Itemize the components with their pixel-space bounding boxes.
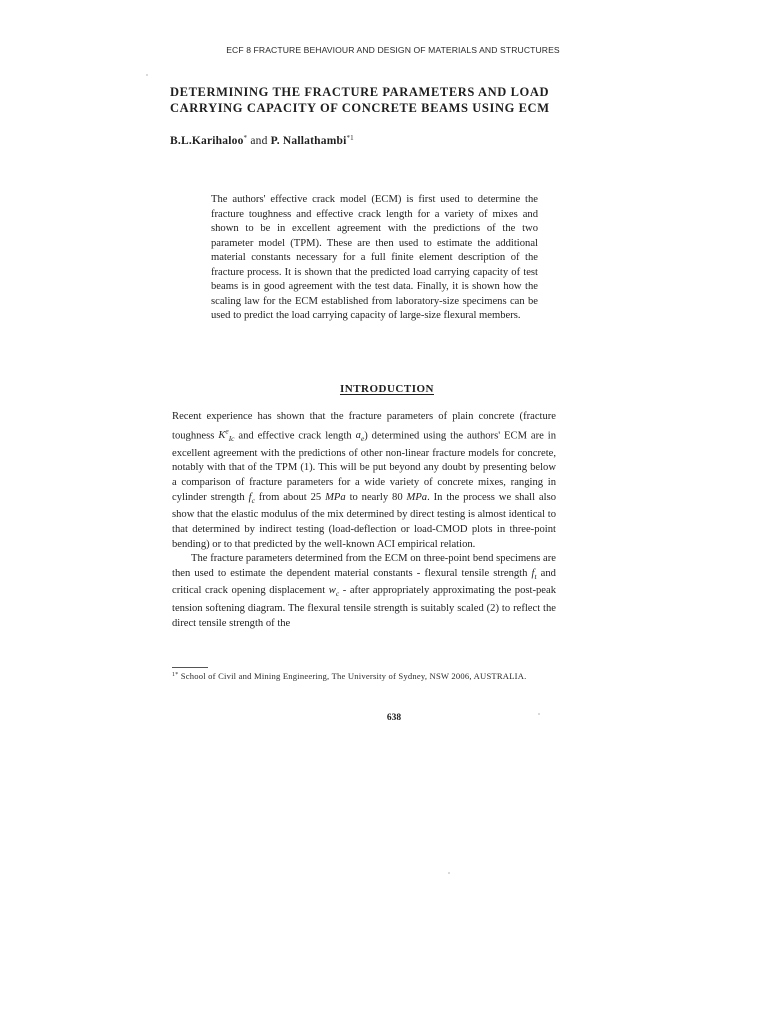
author-1-name: B.L.Karihaloo bbox=[170, 135, 244, 147]
k-subscript: Ic bbox=[228, 434, 235, 444]
author-2-name: P. Nallathambi bbox=[270, 135, 347, 147]
author-2-mark: *1 bbox=[346, 134, 354, 142]
running-header: ECF 8 FRACTURE BEHAVIOUR AND DESIGN OF MATERIALS AND STRUCTURES bbox=[226, 45, 560, 55]
crack-opening-symbol bbox=[328, 585, 340, 599]
crack-length-symbol bbox=[355, 430, 365, 444]
paragraph-2-text-b: and critical crack opening displacement bbox=[172, 567, 556, 597]
section-heading bbox=[0, 383, 768, 395]
ft-symbol: f bbox=[531, 567, 535, 579]
ft-subscript: t bbox=[534, 571, 537, 581]
fracture-toughness-symbol bbox=[218, 426, 235, 444]
paragraph-1-text-d: from about 25 bbox=[254, 491, 326, 503]
w-symbol: w bbox=[328, 585, 336, 597]
paragraph-2 bbox=[172, 552, 556, 631]
body-text bbox=[172, 410, 556, 631]
unit-mpa-2: MPa bbox=[406, 491, 428, 503]
paragraph-1-text-e: to nearly 80 bbox=[345, 491, 407, 503]
footnote-text: School of Civil and Mining Engineering, The University of Sydney, NSW 2006, AUSTRALIA. bbox=[178, 671, 527, 681]
scan-speck bbox=[448, 872, 450, 874]
paragraph-1-text-g: . In the process we shall also show that the elastic modulus of the mix determined by direct testing is almost identical to that determined by indirect testing (load-deflection or load-CMOD plots in three-point bending) or to that predicted by the well-known ACI empirical relation. bbox=[172, 491, 556, 550]
a-symbol: a bbox=[355, 430, 361, 442]
section-heading-text: INTRODUCTION bbox=[339, 383, 434, 395]
paragraph-2-text-c: - after appropriately approximating the post-peak tension softening diagram. The flexural tensile strength is suitably scaled (2) to reflect the direct tensile strength of the bbox=[172, 585, 556, 629]
paragraph-1-text-b: and effective crack length bbox=[234, 430, 356, 442]
f-subscript: c bbox=[251, 495, 255, 505]
footnote-rule bbox=[172, 667, 208, 668]
footnote-mark: 1* bbox=[172, 672, 179, 678]
abstract: The authors' effective crack model (ECM) is first used to determine the fracture toughness and effective crack length for a variety of mixes and shown to be in excellent agreement with the predictions of the two parameter model (TPM). These are then used to estimate the additional material constants necessary for a full finite element description of the fracture process. It is shown that the predicted load carrying capacity of test beams is in good agreement with the test data. Finally, it is shown how the scaling law for the ECM established from laboratory-size specimens can be used to predict the load carrying capacity of large-size flexural members. bbox=[211, 194, 538, 322]
paragraph-1-text-a: Recent experience has shown that the fracture parameters of plain concrete (fracture toughness bbox=[172, 411, 556, 442]
a-subscript: e bbox=[360, 434, 365, 444]
paragraph-2-text-a: The fracture parameters determined from the ECM on three-point bend specimens are then used to estimate the dependent material constants - flexural tensile strength bbox=[172, 553, 556, 579]
scan-speck bbox=[146, 74, 148, 76]
w-subscript: c bbox=[335, 589, 340, 599]
footnote bbox=[172, 669, 556, 683]
paper-title: DETERMINING THE FRACTURE PARAMETERS AND LOAD CARRYING CAPACITY OF CONCRETE BEAMS USING ECM bbox=[170, 85, 550, 115]
author-join: and bbox=[250, 135, 268, 147]
scan-speck bbox=[538, 713, 540, 715]
k-symbol: K bbox=[218, 430, 226, 442]
f-symbol: f bbox=[248, 491, 252, 503]
author-line bbox=[170, 134, 354, 147]
page-number: 638 bbox=[386, 713, 402, 723]
paragraph-1-text-c: ) determined using the authors' ECM are in excellent agreement with the predictions of other non-linear fracture models for concrete, notably with that of the TPM (1). This will be put beyond any doubt by presenting below a comparison of fracture parameters for a wide variety of concrete mixes, ranging in cylinder strength bbox=[172, 430, 557, 503]
unit-mpa-1: MPa bbox=[325, 491, 346, 503]
paragraph-1 bbox=[172, 410, 556, 552]
k-superscript: e bbox=[225, 426, 229, 436]
author-1-mark: * bbox=[243, 134, 248, 142]
